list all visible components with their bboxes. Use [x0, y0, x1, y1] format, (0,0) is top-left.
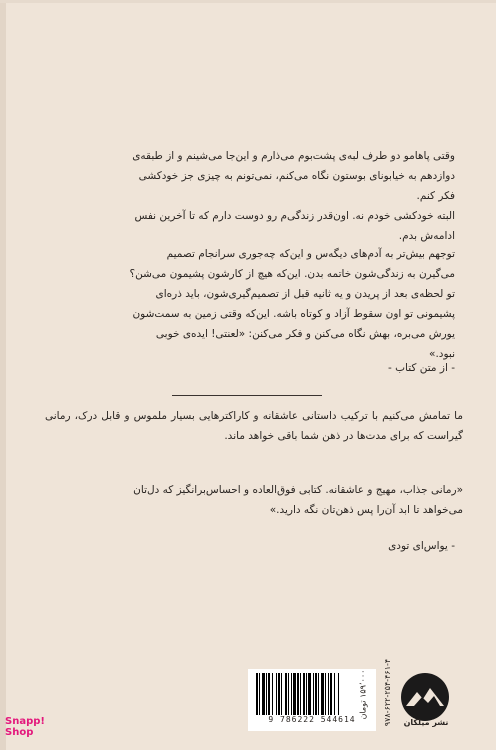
- excerpt-line: البته خودکشی خودم نه. اون‌قدر زندگی‌م رو دوست دارم که تا آخرین نفس: [134, 210, 455, 222]
- cover-edge-top: [0, 0, 496, 3]
- book-blurb: ما تمامش می‌کنیم با ترکیب داستانی عاشقانه و کاراکترهایی بسیار ملموس و قابل درک، رمانی گیراست که برای مدت‌ها در ذهن شما باقی خواهد ماند.: [45, 410, 463, 442]
- watermark-line-2: Shop: [5, 727, 34, 738]
- barcode-bar: [325, 673, 326, 715]
- barcode-bar: [288, 673, 289, 715]
- review-line: می‌خواهد تا ابد آن‌را پس ذهن‌تان نگه دارید.»: [269, 504, 463, 516]
- excerpt-line: تو لحظه‌ی بعد از پریدن و یه ثانیه قبل از تصمیم‌گیری‌شون، باید ذره‌ای: [155, 288, 455, 300]
- cover-edge-left: [0, 0, 6, 750]
- excerpt-paragraph-2: [60, 206, 455, 246]
- barcode-bar: [313, 673, 314, 715]
- excerpt-paragraph-3: [60, 244, 455, 364]
- barcode-bar: [276, 673, 277, 715]
- barcode-bar: [334, 673, 335, 715]
- barcode-bar: [268, 673, 270, 715]
- review-quote: [60, 480, 463, 520]
- barcode-bar: [303, 673, 305, 715]
- barcode-bar: [321, 673, 324, 715]
- review-line: «رمانی جذاب، مهیج و عاشقانه. کتابی فوق‌العاده و احساس‌برانگیز که دل‌تان: [133, 484, 463, 496]
- excerpt-line: می‌گیرن به زندگی‌شون خاتمه بدن. این‌که هیچ از کارشون پشیمون می‌شن؟: [129, 268, 455, 280]
- barcode-bar: [278, 673, 280, 715]
- barcode-bar: [338, 673, 339, 715]
- barcode-bar: [285, 673, 287, 715]
- watermark-line-1: Snapp!: [5, 716, 45, 727]
- barcode-bar: [262, 673, 265, 715]
- excerpt-line: ادامه‌ش بدم.: [398, 230, 455, 242]
- section-divider: [172, 395, 322, 396]
- excerpt-source: - از متن کتاب -: [388, 362, 455, 374]
- excerpt-line: توجهم بیش‌تر به آدم‌های دیگه‌س و این‌که چه‌جوری سرانجام تصمیم: [166, 248, 455, 260]
- barcode-bar: [308, 673, 311, 715]
- barcode-bar: [328, 673, 329, 715]
- barcode-bar: [318, 673, 319, 715]
- barcode-bars: [254, 673, 370, 715]
- excerpt-line: دوازدهم به خیابونای بوستون نگاه می‌کنم، نمی‌تونم به چیزی جز خودکشی: [138, 170, 455, 182]
- excerpt-paragraph-1: [60, 146, 455, 206]
- publisher-name: نشر میلکان: [403, 718, 449, 727]
- barcode-bar: [291, 673, 292, 715]
- barcode-bar: [297, 673, 299, 715]
- excerpt-line: پشیمونی تو اون سقوط آزاد و کوتاه باشه. این‌که وقتی زمین به سمت‌شون: [132, 308, 455, 320]
- mountains-logo-icon: [400, 672, 450, 722]
- barcode-number: 9 786222 544614: [268, 715, 356, 724]
- barcode: [248, 669, 376, 731]
- barcode-bar: [256, 673, 258, 715]
- barcode-bar: [315, 673, 317, 715]
- snapp-shop-watermark: [5, 716, 45, 738]
- price-label: [360, 664, 374, 730]
- excerpt-line: وقتی پاهامو دو طرف لبه‌ی پشت‌بوم می‌ذارم و این‌جا می‌شینم و از طبقه‌ی: [132, 150, 455, 162]
- barcode-bar: [293, 673, 296, 715]
- excerpt-line: نبود.»: [429, 348, 455, 360]
- price-text: ۱۵۹٬۰۰۰ تومان: [358, 669, 368, 720]
- excerpt-line: یورش می‌بره، بهش نگاه می‌کنن و فکر می‌کنن: «لعنتی! ایده‌ی خوبی: [155, 328, 455, 340]
- barcode-bar: [330, 673, 332, 715]
- excerpt-line: فکر کنم.: [416, 190, 455, 202]
- barcode-bar: [306, 673, 307, 715]
- barcode-bar: [259, 673, 260, 715]
- review-author: - یواس‌ای تودی: [388, 540, 455, 552]
- isbn-text: ۹۷۸-۶۲۲-۲۵۴-۴۶۱-۴: [383, 658, 393, 727]
- barcode-bar: [300, 673, 301, 715]
- isbn-label: [380, 660, 394, 730]
- barcode-bar: [272, 673, 273, 715]
- barcode-bar: [266, 673, 267, 715]
- barcode-bar: [281, 673, 282, 715]
